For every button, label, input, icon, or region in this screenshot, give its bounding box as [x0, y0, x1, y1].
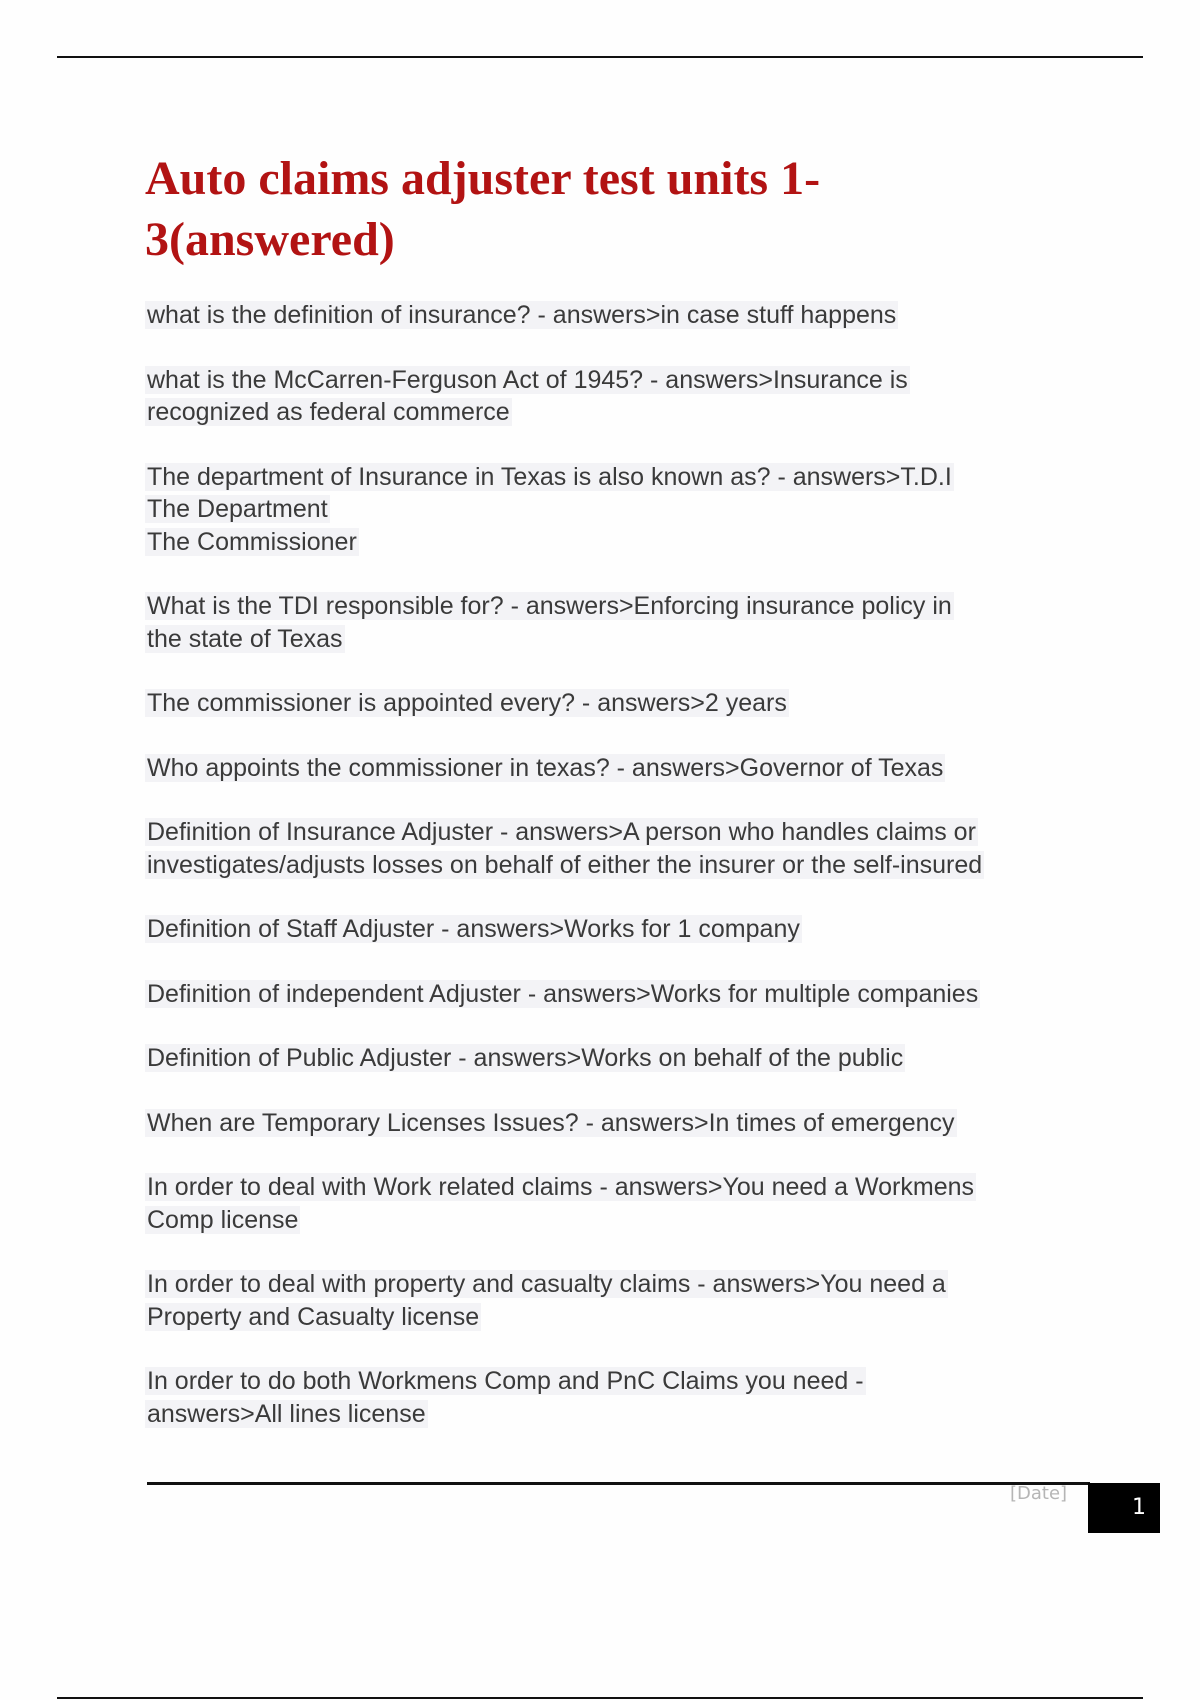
qa-item — [145, 752, 1105, 785]
qa-text: In order to deal with Work related claims - answers>You need a Workmens Comp license — [147, 1173, 975, 1234]
header-rule — [57, 56, 1143, 58]
qa-text: Who appoints the commissioner in texas? - answers>Governor of Texas — [147, 753, 944, 782]
qa-text: In order to deal with property and casualty claims - answers>You need a Property and Casualty license — [147, 1270, 946, 1331]
qa-item — [145, 364, 1105, 429]
qa-text: what is the definition of insurance? - answers>in case stuff happens — [147, 301, 897, 329]
qa-list — [145, 299, 1105, 1462]
qa-text: Definition of independent Adjuster - answers>Works for multiple companies — [147, 979, 979, 1008]
qa-item — [145, 1042, 1105, 1075]
qa-item — [145, 816, 1105, 881]
qa-item — [145, 687, 1105, 720]
page-number: 1 — [1132, 1495, 1146, 1520]
page-number-box — [1088, 1483, 1160, 1533]
document-title: Auto claims adjuster test units 1-3(answered) — [145, 152, 821, 266]
qa-item — [145, 978, 1105, 1011]
footer-date: [Date] — [1010, 1483, 1068, 1504]
qa-item — [145, 1171, 1105, 1236]
qa-text: In order to do both Workmens Comp and PnC Claims you need - answers>All lines license — [147, 1367, 864, 1428]
qa-text: What is the TDI responsible for? - answers>Enforcing insurance policy in the state of Texas — [147, 592, 952, 653]
qa-item — [145, 1107, 1105, 1140]
qa-text: The commissioner is appointed every? - answers>2 years — [147, 689, 787, 717]
qa-item — [145, 461, 1105, 559]
page-bottom-rule — [57, 1697, 1143, 1699]
qa-item — [145, 913, 1105, 946]
qa-text: Definition of Staff Adjuster - answers>Works for 1 company — [147, 915, 800, 943]
qa-text: Definition of Insurance Adjuster - answers>A person who handles claims or investigates/adjusts losses on behalf of either the insurer or the self-insured — [147, 818, 983, 879]
qa-text: The department of Insurance in Texas is also known as? - answers>T.D.I The Department The Commissioner — [147, 462, 952, 556]
qa-text: what is the McCarren-Ferguson Act of 1945? - answers>Insurance is recognized as federal commerce — [147, 365, 908, 426]
footer-rule — [147, 1482, 1090, 1485]
qa-item — [145, 590, 1105, 655]
qa-item — [145, 299, 1105, 332]
qa-item — [145, 1268, 1105, 1333]
qa-text: When are Temporary Licenses Issues? - answers>In times of emergency — [147, 1108, 955, 1137]
qa-item — [145, 1365, 1105, 1430]
qa-text: Definition of Public Adjuster - answers>Works on behalf of the public — [147, 1044, 904, 1072]
